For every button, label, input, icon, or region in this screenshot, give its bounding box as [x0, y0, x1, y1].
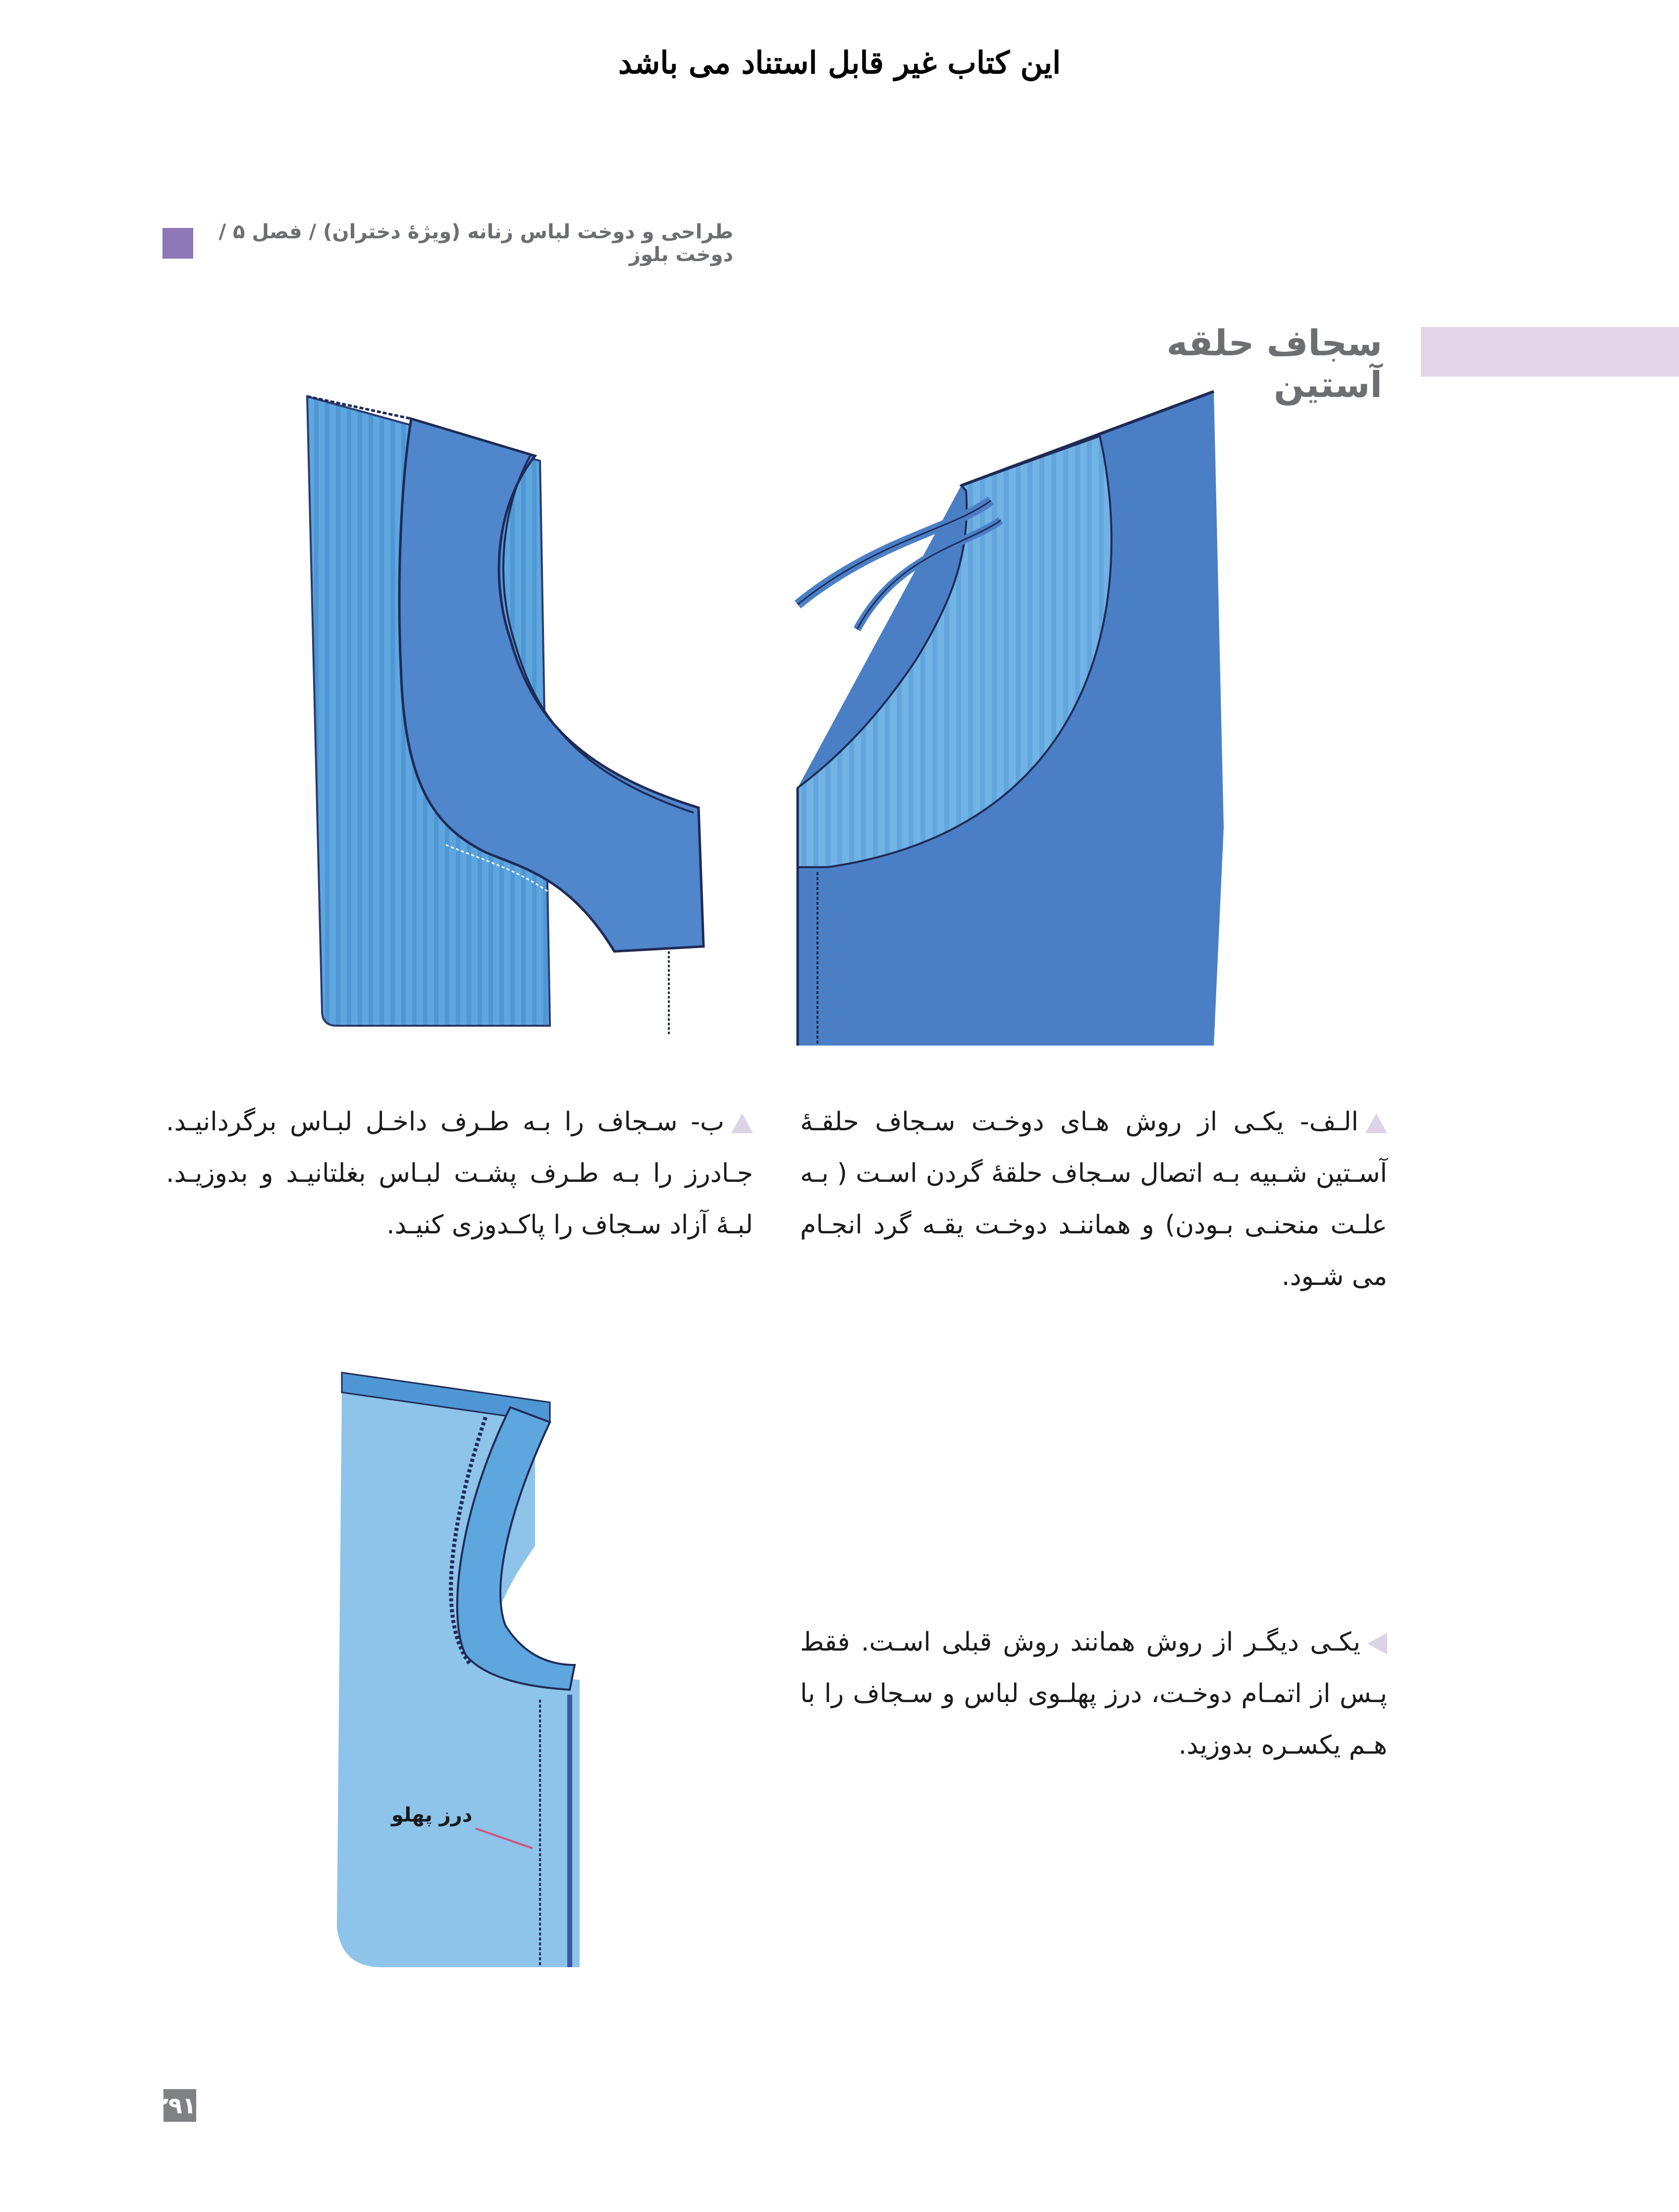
paragraph-alef: الـف- یکـی از روش هـای دوخـت سـجاف حلقـۀ آسـتین شـبیه بـه اتصال سـجاف حلقۀ گردن اسـت ( بـه علـت منحنـی بـودن) و هماننـد دوخـت یقـه گرد انجـام می شـود.	[800, 1107, 1387, 1291]
side-seam-label: درز پهلو	[391, 1804, 473, 1826]
triangle-left-marker-icon	[1367, 1633, 1387, 1655]
section-title: سجاف حلقه آستین	[1166, 322, 1382, 405]
header-accent-square	[162, 228, 193, 259]
section-title-bar	[1421, 327, 1679, 377]
figure-side-seam	[322, 1358, 599, 1977]
triangle-up-marker-icon	[731, 1113, 753, 1133]
paragraph-be: ب- سـجاف را بـه طـرف داخـل لبـاس برگردانیـد. جـادرز را بـه طـرف پشـت لبـاس بغلتانیـد و بدوزیـد. لبـۀ آزاد سـجاف را پاکـدوزی کنیـد.	[166, 1107, 753, 1240]
paragraph-other-method: یکـی دیگـر از روش همانند روش قبلی اسـت. فقط پـس از اتمـام دوخـت، درز پهلـوی لباس و سـجاف را با هـم یکسـره بدوزید.	[800, 1627, 1387, 1760]
figure-step-alef	[778, 382, 1234, 1055]
triangle-up-marker-icon	[1365, 1113, 1387, 1133]
page-number: ۲۹۱	[163, 2089, 196, 2122]
watermark-text: این کتاب غیر قابل استناد می باشد	[618, 45, 1061, 81]
breadcrumb: طراحی و دوخت لباس زنانه (ویژۀ دختران) / فصل ۵ / دوخت بلوز	[218, 221, 733, 266]
figure-step-be	[292, 382, 738, 1041]
